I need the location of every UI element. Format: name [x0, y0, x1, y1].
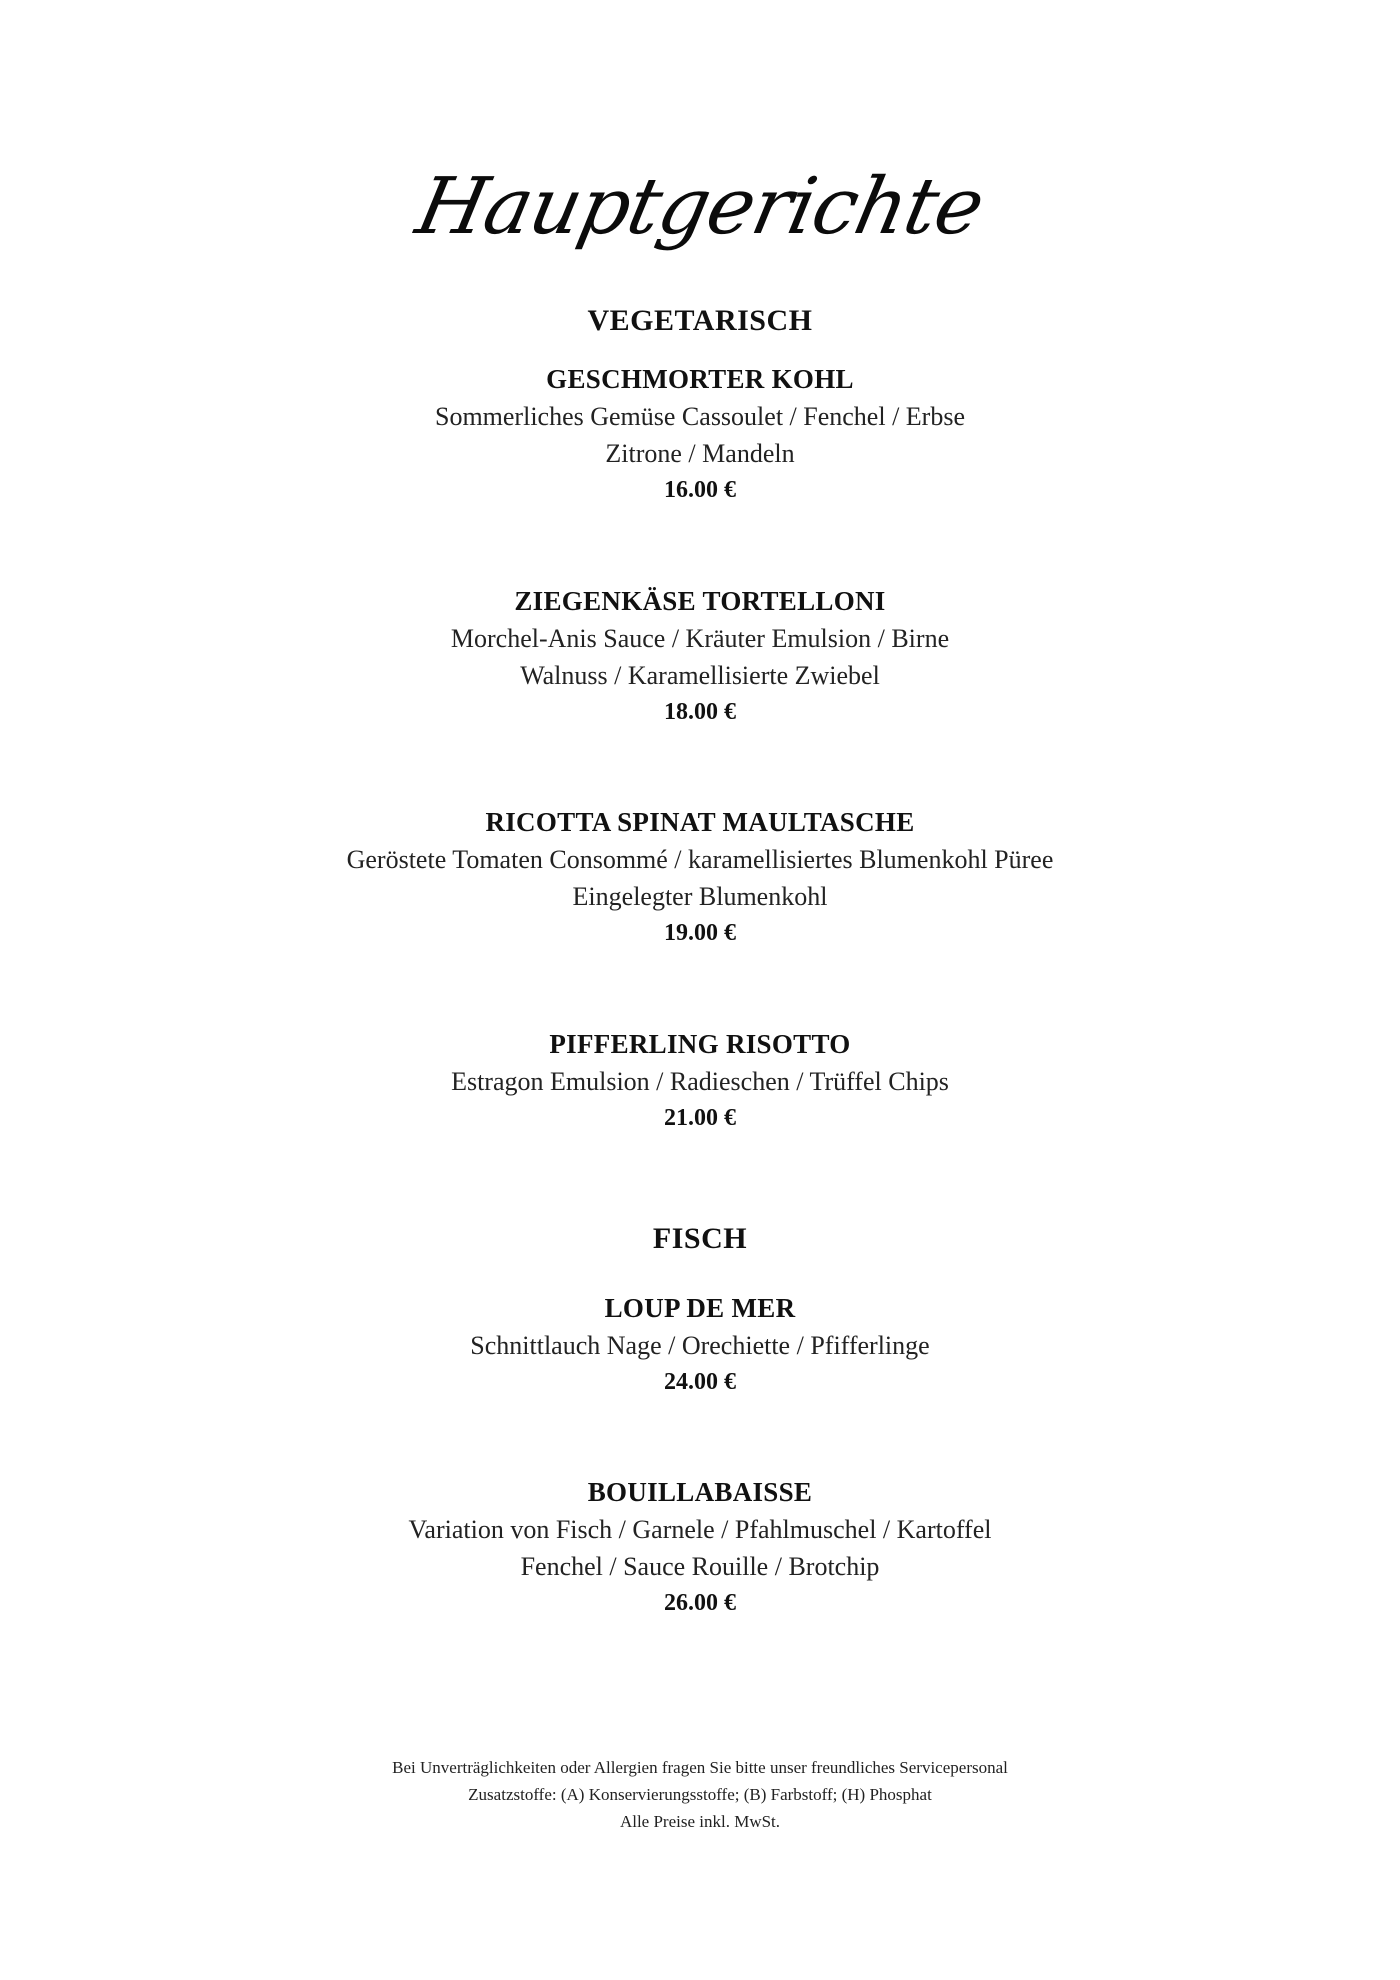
dish-description: Schnittlauch Nage / Orechiette / Pfifferlinge — [470, 1331, 930, 1360]
dish-name: PIFFERLING RISOTTO — [549, 1029, 851, 1059]
page-title: Hauptgerichte — [409, 162, 991, 252]
footer-additives-note: Zusatzstoffe: (A) Konservierungsstoffe; (B) Farbstoff; (H) Phosphat — [468, 1785, 932, 1804]
dish-price: 16.00 € — [664, 477, 736, 503]
dish-bouillabaisse — [0, 1474, 1400, 1622]
dish-description: Walnuss / Karamellisierte Zwiebel — [520, 661, 880, 690]
dish-price: 26.00 € — [664, 1590, 736, 1616]
dish-geschmorter-kohl — [0, 361, 1400, 509]
section-heading-fisch: FISCH — [652, 1222, 748, 1255]
dish-pifferling-risotto — [0, 1026, 1400, 1137]
dish-ricotta-spinat-maultasche — [0, 804, 1400, 952]
dish-price: 19.00 € — [664, 920, 736, 946]
dish-name: LOUP DE MER — [604, 1293, 796, 1323]
footer-notes — [0, 1754, 1400, 1835]
dish-description: Variation von Fisch / Garnele / Pfahlmuschel / Kartoffel — [408, 1515, 992, 1544]
dish-price: 18.00 € — [664, 699, 736, 725]
footer-tax-note: Alle Preise inkl. MwSt. — [619, 1812, 781, 1831]
section-heading-vegetarisch: VEGETARISCH — [587, 304, 813, 337]
dish-description: Fenchel / Sauce Rouille / Brotchip — [520, 1552, 880, 1581]
dish-price: 21.00 € — [664, 1105, 736, 1131]
dish-name: GESCHMORTER KOHL — [546, 364, 854, 394]
dish-description: Estragon Emulsion / Radieschen / Trüffel Chips — [451, 1067, 949, 1096]
dish-description: Eingelegter Blumenkohl — [572, 882, 828, 911]
dish-description: Geröstete Tomaten Consommé / karamellisiertes Blumenkohl Püree — [346, 845, 1054, 874]
dish-name: RICOTTA SPINAT MAULTASCHE — [485, 807, 915, 837]
dish-name: ZIEGENKÄSE TORTELLONI — [514, 586, 886, 616]
dish-description: Zitrone / Mandeln — [605, 439, 795, 468]
dish-description: Sommerliches Gemüse Cassoulet / Fenchel / Erbse — [434, 402, 965, 431]
dish-price: 24.00 € — [664, 1369, 736, 1395]
dish-description: Morchel-Anis Sauce / Kräuter Emulsion / Birne — [450, 624, 950, 653]
dish-name: BOUILLABAISSE — [587, 1477, 813, 1507]
dish-loup-de-mer — [0, 1290, 1400, 1401]
footer-allergy-note: Bei Unverträglichkeiten oder Allergien fragen Sie bitte unser freundliches Servicepersonal — [392, 1758, 1008, 1777]
dish-ziegenkaese-tortelloni — [0, 583, 1400, 731]
